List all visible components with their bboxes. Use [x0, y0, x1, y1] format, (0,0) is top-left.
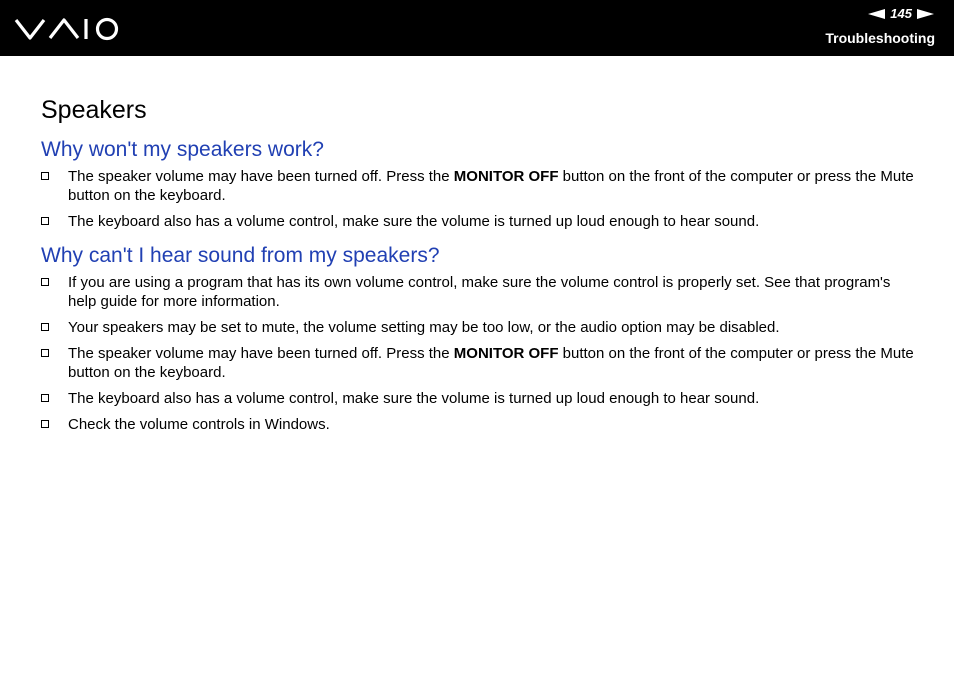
checkbox-bullet-icon	[41, 217, 49, 225]
main-content	[41, 95, 921, 441]
list-item	[41, 389, 921, 408]
previous-page-arrow-icon[interactable]	[868, 9, 885, 19]
item-text: Check the volume controls in Windows.	[68, 416, 330, 433]
checkbox-bullet-icon	[41, 278, 49, 286]
list-item	[41, 344, 921, 382]
checkbox-bullet-icon	[41, 394, 49, 402]
item-text: If you are using a program that has its own volume control, make sure the volume control is properly set. See that program's help guide for more information.	[68, 274, 891, 310]
list-item	[41, 273, 921, 311]
item-text: The speaker volume may have been turned off. Press the	[68, 345, 454, 362]
bullet-list	[41, 167, 921, 231]
faq-sections	[41, 137, 921, 434]
checkbox-bullet-icon	[41, 172, 49, 180]
item-text-continued: button on the front of the computer or press the Mute button on the keyboard.	[68, 168, 914, 204]
item-text: The keyboard also has a volume control, make sure the volume is turned up loud enough to hear sound.	[68, 390, 760, 407]
item-text: The speaker volume may have been turned off. Press the	[68, 168, 454, 185]
page-title: Speakers	[41, 96, 147, 124]
item-text: Your speakers may be set to mute, the volume setting may be too low, or the audio option may be disabled.	[68, 319, 780, 336]
item-bold-text: MONITOR OFF	[453, 168, 559, 185]
next-page-arrow-icon[interactable]	[917, 9, 934, 19]
page-number: 145	[890, 6, 912, 21]
section-heading: Why won't my speakers work?	[41, 138, 324, 161]
checkbox-bullet-icon	[41, 420, 49, 428]
list-item	[41, 212, 921, 231]
page-header	[0, 0, 954, 56]
section-label: Troubleshooting	[825, 30, 935, 46]
list-item	[41, 318, 921, 337]
section-heading: Why can't I hear sound from my speakers?	[41, 244, 440, 267]
page-navigation	[868, 7, 934, 21]
vaio-logo	[14, 16, 120, 42]
list-item	[41, 415, 921, 434]
item-bold-text: MONITOR OFF	[453, 345, 559, 362]
list-item	[41, 167, 921, 205]
bullet-list	[41, 273, 921, 434]
faq-section	[41, 243, 921, 434]
checkbox-bullet-icon	[41, 323, 49, 331]
checkbox-bullet-icon	[41, 349, 49, 357]
item-text-continued: button on the front of the computer or press the Mute button on the keyboard.	[68, 345, 914, 381]
item-text: The keyboard also has a volume control, make sure the volume is turned up loud enough to hear sound.	[68, 213, 760, 230]
faq-section	[41, 137, 921, 231]
